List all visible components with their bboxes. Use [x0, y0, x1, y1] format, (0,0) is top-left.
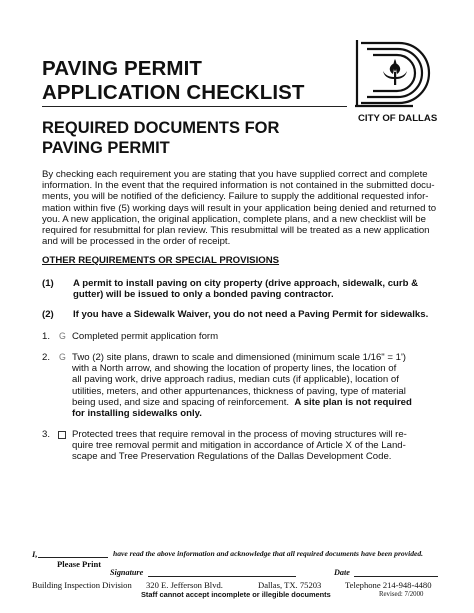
signature-label: Signature [110, 568, 144, 577]
date-label: Date [334, 568, 350, 577]
provision-line: gutter) will be issued to only a bonded paving contractor. [73, 289, 334, 301]
checklist-line: with a North arrow, and showing the location of property lines, the location of [72, 363, 397, 375]
title-divider [42, 106, 347, 107]
date-line[interactable] [354, 576, 438, 577]
checklist-text: Completed permit application form [72, 331, 219, 342]
city-name: CITY OF DALLAS [358, 113, 438, 124]
intro-line: ments, you will be notified of the deficiency. Failure to supply the additional requested infor- [42, 191, 429, 203]
checklist-number: 2. [42, 352, 51, 363]
title-line-1: PAVING PERMIT [42, 57, 202, 80]
site-plan-exception-continued: for installing sidewalks only. [72, 408, 202, 420]
site-plan-exception: A site plan is not required [294, 396, 412, 408]
footer-division: Building Inspection Division [32, 580, 132, 590]
checklist-line [42, 397, 442, 408]
checklist-item-2 [42, 352, 442, 419]
ack-statement: have read the above information and acknowledge that all required documents have been provided. [113, 549, 424, 558]
ack-prefix: I, [32, 549, 38, 559]
please-print-label: Please Print [57, 559, 102, 569]
footer-revised: Revised: 7/2000 [379, 591, 424, 598]
provision-line: If you have a Sidewalk Waiver, you do not need a Paving Permit for sidewalks. [73, 309, 429, 320]
checklist-number: 1. [42, 331, 51, 342]
provision-number: (1) [42, 278, 54, 289]
name-line[interactable] [38, 557, 108, 558]
intro-line: and will be processed in the order of receipt. [42, 236, 231, 248]
signature-line[interactable] [148, 576, 296, 577]
checklist-line: Protected trees that require removal in the process of moving structures will re- [72, 429, 407, 440]
provision-line: A permit to install paving on city property (drive approach, sidewalk, curb & [73, 278, 419, 289]
checklist-line: quire tree removal permit and mitigation in accordance of Article X of the Land- [72, 440, 406, 452]
checkbox-icon[interactable]: G [59, 331, 66, 341]
intro-line: you. A new application, the original application, complete plans, and a new checklist will be [42, 213, 426, 225]
title-line-2: APPLICATION CHECKLIST [42, 81, 305, 104]
city-of-dallas-logo-icon [353, 37, 439, 109]
intro-line: information. In the event that the required information is not contained in the submitted docu- [42, 180, 435, 192]
other-requirements-heading: OTHER REQUIREMENTS OR SPECIAL PROVISIONS [42, 255, 280, 266]
intro-line: required for resubmittal for plan review. This resubmittal will be treated as a new application [42, 225, 430, 237]
checklist-number: 3. [42, 429, 51, 440]
checklist-line: Two (2) site plans, drawn to scale and dimensioned (minimum scale 1/16" = 1') [72, 352, 406, 363]
subtitle-line-1: REQUIRED DOCUMENTS FOR [42, 119, 280, 137]
checkbox[interactable] [58, 431, 66, 439]
intro-line: By checking each requirement you are stating that you have supplied correct and complete [42, 169, 428, 180]
checklist-line: utilities, meters, and other appurtenances, thickness of paving, type of material [72, 385, 406, 397]
checkbox-icon[interactable]: G [59, 352, 66, 362]
checklist-line: all paving work, drive approach radius, median cuts (if applicable), location of [72, 374, 399, 386]
provision-1 [42, 278, 442, 300]
checklist-line-text: being used, and size and spacing of reinforcement. [72, 396, 290, 408]
footer-notice: Staff cannot accept incomplete or illegible documents [141, 590, 331, 599]
footer-telephone: Telephone 214-948-4480 [345, 580, 432, 590]
footer-city-state: Dallas, TX. 75203 [258, 580, 322, 590]
subtitle-line-2: PAVING PERMIT [42, 139, 170, 157]
footer-address: 320 E. Jefferson Blvd. [146, 580, 223, 590]
provision-number: (2) [42, 309, 54, 320]
intro-paragraph [42, 169, 438, 247]
checklist-item-1 [42, 331, 442, 342]
checklist-line: scape and Tree Preservation Regulations of the Dallas Development Code. [72, 451, 392, 463]
page-subtitle [42, 118, 279, 158]
provision-2 [42, 309, 442, 320]
checklist-item-3 [42, 429, 442, 463]
page-title [42, 57, 305, 105]
intro-line: mation within five (5) working days will result in your application being denied and returned to [42, 202, 437, 214]
